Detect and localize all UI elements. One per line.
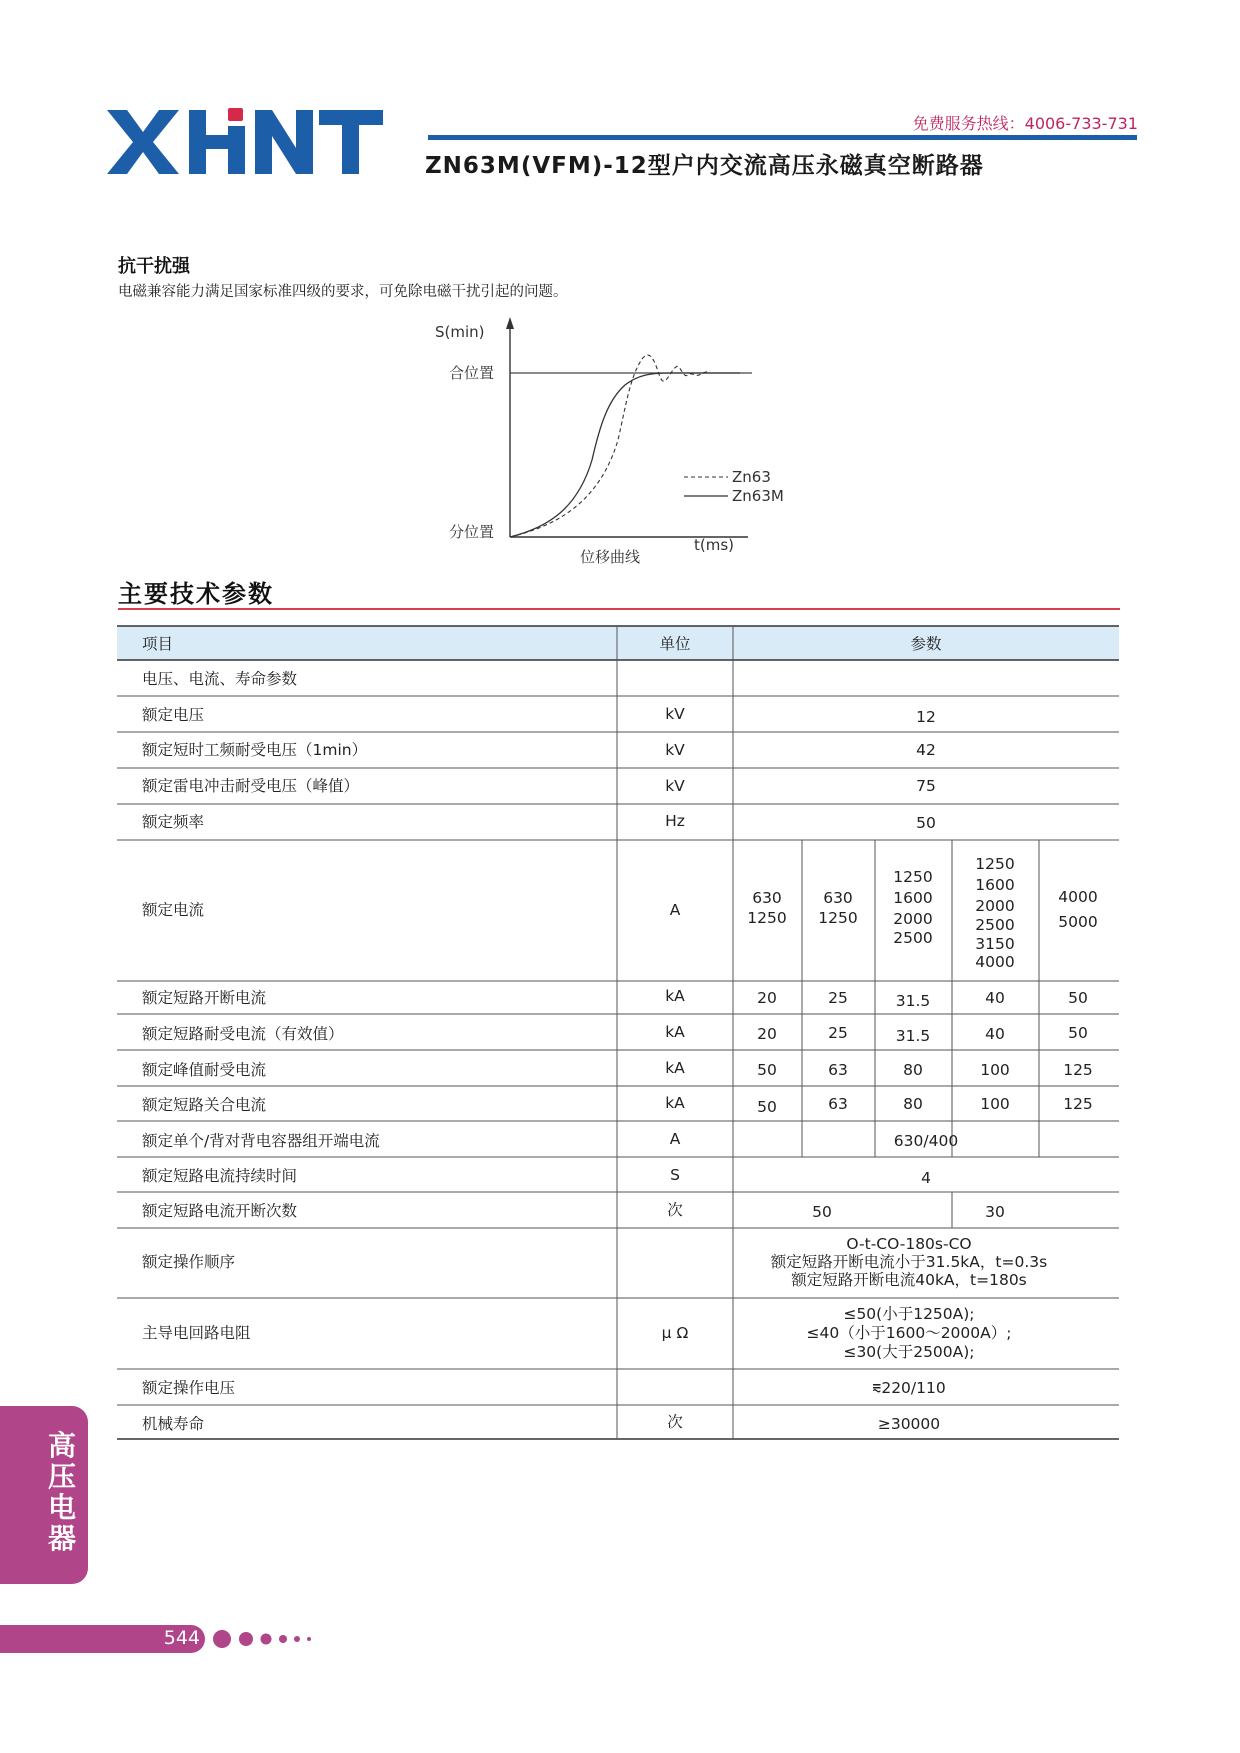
row-sequence-line: 额定短路开断电流40kA，t=180s [791,1271,1027,1289]
footer-dots-decoration [212,1627,332,1651]
side-tab-char: 压 [47,1460,76,1493]
row-resistance-line: ≤30(大于2500A); [843,1343,975,1361]
closed-position-label: 合位置 [449,364,495,382]
row-break-count-item: 额定短路电流开断次数 [142,1202,298,1220]
category-side-tab-label [42,1430,82,1554]
row-mech-life-value: ≥30000 [877,1415,941,1433]
current-value: 4000 [1058,888,1098,906]
current-value: 630 [823,889,853,907]
header-rule [428,135,1137,140]
row-sequence-line: O-t-CO-180s-CO [846,1235,972,1253]
current-value: 2000 [893,910,933,928]
current-value: 5000 [1058,913,1098,931]
row-break-count-unit: 次 [667,1201,683,1219]
row-frequency-value: 50 [916,814,936,832]
row-resistance-unit: μ Ω [661,1324,689,1342]
row-peak-withstand-value: 125 [1063,1061,1093,1079]
row-peak-withstand-value: 63 [828,1061,848,1079]
section-body-anti-interference: 电磁兼容能力满足国家标准四级的要求，可免除电磁干扰引起的问题。 [118,284,568,300]
header-item: 项目 [142,635,174,653]
row-peak-withstand-value: 100 [980,1061,1010,1079]
logo-h-dot [228,108,243,121]
row-lightning-value: 75 [916,777,936,795]
logo-h-bar [206,135,228,149]
row-breaking-value: 50 [1068,989,1088,1007]
row-resistance-line: ≤40（小于1600～2000A）; [806,1324,1012,1342]
current-col-2 [818,889,857,927]
logo-h-right [228,126,245,174]
current-value: 2000 [975,897,1015,915]
row-voltage-value: 12 [916,708,936,726]
legend-zn63m-label: Zn63M [732,487,784,505]
x-axis-label: t(ms) [694,536,735,554]
row-short-withstand-unit: kA [665,1023,685,1041]
row-resistance-item: 主导电回路电阻 [142,1324,251,1342]
row-making-value: 100 [980,1095,1010,1113]
logo-h-left [189,110,206,174]
technical-parameters-table [117,626,1119,1440]
header-param: 参数 [910,635,942,653]
logo-n [255,110,313,174]
row-mech-life-item: 机械寿命 [142,1415,205,1433]
header-unit: 单位 [659,635,691,653]
row-duration-value: 4 [921,1169,931,1187]
row-making-item: 额定短路关合电流 [142,1096,267,1114]
row-breaking-value: 40 [985,989,1005,1007]
current-value: 2500 [893,929,933,947]
row-break-count-value: 30 [985,1203,1005,1221]
current-value: 1250 [893,868,933,886]
row-group-item: 电压、电流、寿命参数 [142,670,298,688]
row-duration-item: 额定短路电流持续时间 [142,1167,298,1185]
row-pf-withstand-value: 42 [916,741,936,759]
row-making-unit: kA [665,1094,685,1112]
row-peak-withstand-unit: kA [665,1059,685,1077]
row-making-value: 125 [1063,1095,1093,1113]
y-axis-label: S(min) [435,323,485,341]
legend-zn63-label: Zn63 [732,468,771,486]
row-short-withstand-value: 20 [757,1025,777,1043]
current-value: 1250 [818,909,858,927]
series-zn63m-line [510,373,740,537]
series-zn63-line [510,355,710,537]
document-title: ZN63M(VFM)-12型户内交流高压永磁真空断路器 [425,153,984,179]
row-peak-withstand-item: 额定峰值耐受电流 [142,1061,267,1079]
row-current-item: 额定电流 [142,901,205,919]
current-col-4 [975,855,1014,971]
row-capacitor-unit: A [669,1130,681,1148]
row-frequency-item: 额定频率 [142,813,205,831]
row-peak-withstand-value: 50 [757,1061,777,1079]
row-making-value: 80 [903,1095,923,1113]
current-value: 630 [752,889,782,907]
row-making-value: 50 [757,1098,777,1116]
open-position-label: 分位置 [449,523,495,541]
row-mech-life-unit: 次 [667,1413,683,1431]
row-short-withstand-item: 额定短路耐受电流（有效值） [142,1025,344,1043]
row-lightning-unit: kV [665,777,685,795]
current-col-3 [893,868,932,947]
section-heading-main-parameters: 主要技术参数 [118,580,274,608]
row-breaking-item: 额定短路开断电流 [142,989,267,1007]
row-breaking-value: 31.5 [895,992,931,1010]
y-axis-arrow [506,317,514,329]
table-header-bg [117,626,1119,660]
row-pf-withstand-unit: kV [665,741,685,759]
row-making-value: 63 [828,1095,848,1113]
row-breaking-value: 20 [757,989,777,1007]
current-col-5 [1058,888,1097,931]
row-frequency-unit: Hz [665,812,685,830]
current-value: 2500 [975,916,1015,934]
row-op-voltage-item: 额定操作电压 [142,1379,236,1397]
side-tab-char: 电 [47,1491,76,1524]
chart-caption: 位移曲线 [580,548,641,566]
row-op-voltage-value: ⩳220/110 [872,1379,946,1397]
current-value: 1250 [747,909,787,927]
service-hotline: 免费服务热线：4006-733-731 [912,114,1138,133]
row-lightning-item: 额定雷电冲击耐受电压（峰值） [142,777,360,795]
logo-x [107,110,179,174]
logo-t [319,110,383,174]
row-short-withstand-value: 31.5 [895,1027,931,1045]
current-col-1 [747,889,786,927]
current-value: 4000 [975,953,1015,971]
side-tab-char: 器 [47,1522,76,1555]
row-capacitor-item: 额定单个/背对背电容器组开端电流 [142,1132,380,1150]
section-rule [118,608,1120,610]
side-tab-char: 高 [47,1429,76,1462]
row-sequence-item: 额定操作顺序 [142,1253,236,1271]
current-value: 3150 [975,935,1015,953]
section-heading-anti-interference: 抗干扰强 [118,256,190,277]
current-value: 1600 [893,889,933,907]
xhnt-logo [105,104,385,180]
row-short-withstand-value: 50 [1068,1024,1088,1042]
row-voltage-unit: kV [665,705,685,723]
row-break-count-value: 50 [812,1203,832,1221]
row-sequence-line: 额定短路开断电流小于31.5kA，t=0.3s [770,1253,1048,1271]
row-pf-withstand-item: 额定短时工频耐受电压（1min） [142,741,368,759]
row-breaking-unit: kA [665,987,685,1005]
row-current-unit: A [669,901,681,919]
page-number: 544 [163,1627,200,1649]
displacement-curve-chart [435,315,784,575]
row-breaking-value: 25 [828,989,848,1007]
row-peak-withstand-value: 80 [903,1061,923,1079]
row-voltage-item: 额定电压 [142,706,205,724]
row-capacitor-value: 630/400 [893,1132,959,1150]
current-value: 1600 [975,876,1015,894]
row-duration-unit: S [670,1166,680,1184]
row-short-withstand-value: 25 [828,1024,848,1042]
current-value: 1250 [975,855,1015,873]
row-resistance-line: ≤50(小于1250A); [843,1305,975,1323]
row-short-withstand-value: 40 [985,1025,1005,1043]
